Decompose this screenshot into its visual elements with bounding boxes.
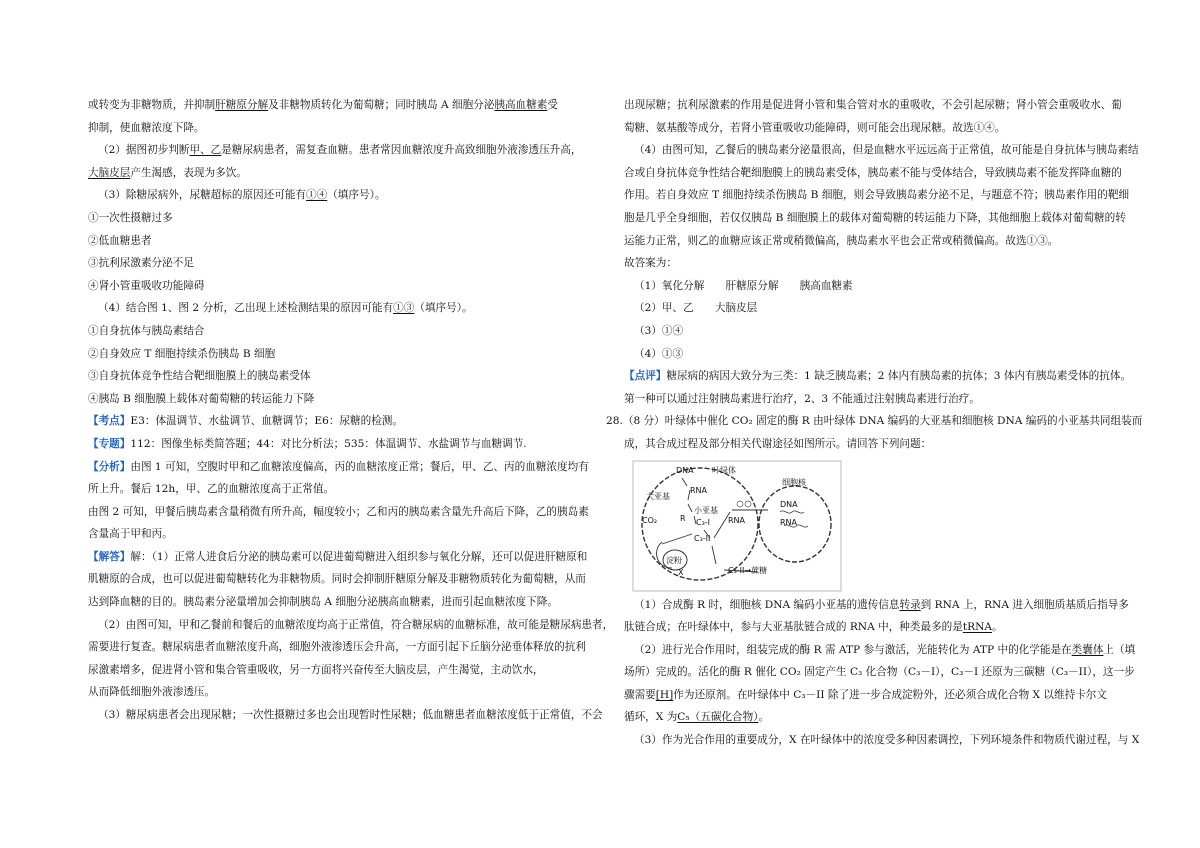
text-span: （1）合成酶 R 时，细胞核 DNA 编码小亚基的遗传信息 — [634, 598, 900, 611]
starch-label: 淀粉 — [666, 555, 682, 565]
option-line: ④胰岛 B 细胞膜上载体对葡萄糖的转运能力下降 — [88, 392, 315, 405]
answer-blank: [H] — [655, 688, 674, 701]
text-line: （3）糖尿病患者会出现尿糖；一次性摄糖过多也会出现暂时性尿糖；低血糖患者血糖浓度低于正常值，不会 — [98, 709, 603, 722]
text-span: 上（填 — [1103, 643, 1136, 656]
text-line — [88, 139, 593, 162]
text-span: 112：图像坐标类简答题；44：对比分析法；535：体温调节、水盐调节与血糖调节. — [130, 437, 527, 450]
text-line — [88, 410, 593, 433]
text-line: 从而降低细胞外液渗透压。 — [88, 686, 216, 699]
sucrose-label: C₃-II→蔗糖 — [728, 565, 768, 575]
answer-blank: C₅（五碳化合物） — [677, 711, 759, 724]
text-line — [624, 706, 1129, 729]
text-line: 场所）完成的。活化的酶 R 催化 CO₂ 固定产生 C₃ 化合物（C₃－I），C₃－I 还原为三碳糖（C₃－II），这一步 — [624, 666, 1135, 679]
answer-line: （4）①③ — [634, 347, 684, 360]
text-span: 循环，X 为 — [624, 711, 678, 724]
text-line: 由图 2 可知，甲餐后胰岛素含量稍微有所升高，幅度较小；乙和丙的胰岛素含量先升高后下降，乙的胰岛素 — [88, 505, 589, 518]
text-span: 作为还原剂。在叶绿体中 C₃－II 除了进一步合成淀粉外，还必须合成化合物 X 以维持卡尔文 — [673, 688, 1107, 701]
text-span: 骤需要 — [624, 688, 656, 701]
text-line — [88, 94, 593, 117]
option-line: ③自身抗体竞争性结合靶细胞膜上的胰岛素受体 — [88, 370, 311, 383]
text-line: （3）作为光合作用的重要成分，X 在叶绿体中的浓度受多种因素调控，下列环境条件和物质代谢过程，与 X — [634, 734, 1140, 747]
text-span: （2）据图初步判断 — [98, 144, 190, 157]
text-span: 。 — [992, 621, 1003, 634]
left-column — [88, 94, 614, 727]
x-label: X — [678, 567, 684, 577]
option-line: ②低血糖患者 — [88, 234, 152, 247]
text-line: （4）由图可知，乙餐后的胰岛素分泌量很高，但是血糖水平远远高于正常值，故可能是自身抗体与胰岛素结 — [634, 144, 1139, 157]
text-span: （填序号）。 — [327, 189, 386, 202]
text-line: 作用。若自身效应 T 细胞持续杀伤胰岛 B 细胞，则会导致胰岛素分泌不足，与题意不符；胰岛素作用的靶细 — [624, 189, 1130, 202]
text-line — [88, 297, 593, 320]
text-line — [88, 433, 593, 456]
text-span: 及非糖物质转化为葡萄糖；同时胰岛 A 细胞分泌 — [268, 99, 495, 111]
text-span: 产生渴感，表现为多饮。 — [130, 166, 247, 179]
text-line: 需要进行复查。糖尿病患者血糖浓度升高，细胞外液渗透压会升高，一方面引起下丘脑分泌垂体释放的抗利 — [88, 641, 586, 654]
text-line: 成，其合成过程及部分相关代谢途径如图所示。请回答下列问题： — [624, 437, 932, 450]
section-tag: 【点评】 — [624, 370, 667, 383]
answer-blank: ①③ — [393, 302, 415, 315]
text-line: 尿激素增多，促进肾小管和集合管重吸收，另一方面将兴奋传至大脑皮层，产生渴觉，主动饮水， — [88, 663, 544, 676]
text-span: 到 RNA 上，RNA 进入细胞质基质后指导多 — [920, 598, 1129, 611]
text-line: 运能力正常，则乙的血糖应该正常或稍微偏高，胰岛素水平也会正常或稍微偏高。故选①③。 — [624, 234, 1059, 247]
text-line — [88, 546, 593, 569]
text-line — [624, 639, 1136, 662]
text-span: 。 — [758, 711, 770, 724]
c3i-label: C₃-I — [696, 517, 711, 527]
chloroplast-diagram — [632, 460, 842, 592]
text-span: （4）结合图 1、图 2 分析，乙出现上述检测结果的原因可能有 — [98, 302, 394, 315]
c3ii-label: C₃-II — [694, 533, 711, 543]
co2-label: CO₂ — [642, 515, 658, 525]
answer-blank: 转录 — [899, 598, 921, 611]
nucleus-rna-label: RNA — [780, 517, 798, 527]
text-span: （2）进行光合作用时，组装完成的酶 R 需 ATP 参与激活，光能转化为 ATP 中的化学能是在 — [634, 643, 1072, 656]
text-line — [88, 184, 593, 207]
answer-blank: 类囊体 — [1071, 643, 1104, 656]
text-span: 受 — [547, 99, 558, 111]
text-line: 萄糖、氨基酸等成分，若肾小管重吸收功能障碍，则可能会出现尿糖。故选①④。 — [624, 121, 1006, 134]
text-span: 或转变为非糖物质，并抑制 — [88, 99, 216, 111]
option-line: ①一次性摄糖过多 — [88, 211, 173, 224]
option-line: ③抗利尿激素分泌不足 — [88, 257, 194, 270]
text-span: 肽链合成；在叶绿体中，参与大亚基肽链合成的 RNA 中，种类最多的是 — [624, 621, 963, 634]
text-line: 抑制，使血糖浓度下降。 — [88, 121, 205, 134]
text-line: 胞是几乎全身细胞，若仅仅胰岛 B 细胞膜上的载体对葡萄糖的转运能力下降，其他细胞上载体对葡萄糖的转 — [624, 211, 1126, 224]
text-line: 出现尿糖；抗利尿激素的作用是促进肾小管和集合管对水的重吸收，不会引起尿糖；肾小管会重吸收水、葡 — [624, 99, 1122, 111]
answer-line: （1）氧化分解 肝糖原分解 胰高血糖素 — [634, 279, 853, 292]
r-label: R — [680, 513, 686, 523]
text-line: 含量高于甲和丙。 — [88, 528, 173, 541]
section-tag: 【分析】 — [88, 460, 131, 473]
chloroplast-label: 叶绿体 — [712, 465, 736, 475]
option-line: ④肾小管重吸收功能障碍 — [88, 279, 205, 292]
text-line: 第一种可以通过注射胰岛素进行治疗，2、3 不能通过注射胰岛素进行治疗。 — [624, 392, 980, 405]
text-span: 解：（1）正常人进食后分泌的胰岛素可以促进葡萄糖进入组织参与氧化分解，还可以促进肝糖原和 — [130, 550, 588, 563]
section-tag: 【专题】 — [88, 437, 131, 450]
nucleus-dna-label: DNA — [780, 499, 798, 509]
answer-blank: 大脑皮层 — [88, 166, 131, 179]
text-line: 故答案为： — [624, 257, 677, 270]
option-line: ②自身效应 T 细胞持续杀伤胰岛 B 细胞 — [88, 347, 276, 360]
text-line — [624, 365, 1132, 388]
right-column — [606, 94, 1143, 752]
text-line — [88, 162, 593, 185]
text-line — [624, 594, 1129, 617]
text-span: （填序号）。 — [414, 302, 473, 315]
text-line: 肌糖原的合成，也可以促进葡萄糖转化为非糖物质。同时会抑制肝糖原分解及非糖物质转化为葡萄糖，从而 — [88, 573, 586, 586]
answer-line: （2）甲、乙 大脑皮层 — [634, 302, 758, 315]
rna-label: RNA — [690, 485, 708, 495]
text-line: 合或自身抗体竞争性结合靶细胞膜上的胰岛素受体，胰岛素不能与受体结合，导致胰岛素不能发挥降血糖的 — [624, 166, 1122, 179]
text-line: 达到降血糖的目的。胰岛素分泌量增加会抑制胰岛 A 细胞分泌胰高血糖素，进而引起血糖浓度下降。 — [88, 596, 558, 609]
section-tag: 【考点】 — [88, 415, 131, 428]
text-span: 由图 1 可知，空腹时甲和乙血糖浓度偏高，丙的血糖浓度正常；餐后，甲、乙、丙的血糖浓度均有 — [130, 460, 589, 473]
answer-blank: 胰高血糖素 — [494, 99, 548, 111]
option-line: ①自身抗体与胰岛素结合 — [88, 324, 205, 337]
answer-blank: 肝糖原分解 — [215, 99, 269, 111]
text-line — [624, 616, 1129, 639]
small-subunit-label: 小亚基 — [694, 505, 718, 515]
text-span: E3：体温调节、水盐调节、血糖调节；E6：尿糖的检测。 — [130, 415, 403, 428]
question-title: 28.（8 分）叶绿体中催化 CO₂ 固定的酶 R 由叶绿体 DNA 编码的大亚基和细胞核 DNA 编码的小亚基共同组装而 — [606, 415, 1143, 428]
text-line: （2）由图可知，甲和乙餐前和餐后的血糖浓度均高于正常值，符合糖尿病的血糖标准，故可能是糖尿病患者， — [98, 618, 614, 631]
text-line — [88, 456, 593, 479]
answer-blank: tRNA — [962, 621, 993, 634]
answer-blank: ①④ — [306, 189, 328, 202]
nucleus-label: 细胞核 — [782, 477, 806, 487]
answer-blank: 甲、乙 — [189, 144, 222, 157]
rna-transport-label: RNA — [728, 515, 746, 525]
text-span: 是糖尿病患者，需复查血糖。患者常因血糖浓度升高致细胞外液渗透压升高， — [221, 144, 582, 157]
section-tag: 【解答】 — [88, 550, 131, 563]
text-span: 糖尿病的病因大致分为三类：1 缺乏胰岛素；2 体内有胰岛素的抗体；3 体内有胰岛素受体的抗体。 — [666, 370, 1132, 383]
text-span: （3）除糖尿病外，尿糖超标的原因还可能有 — [98, 189, 307, 202]
dna-label: DNA — [676, 465, 694, 475]
text-line: 所上升。餐后 12h，甲、乙的血糖浓度高于正常值。 — [88, 483, 335, 496]
answer-line: （3）①④ — [634, 324, 684, 337]
large-subunit-label: 大亚基 — [646, 491, 670, 501]
text-line — [624, 684, 1129, 707]
